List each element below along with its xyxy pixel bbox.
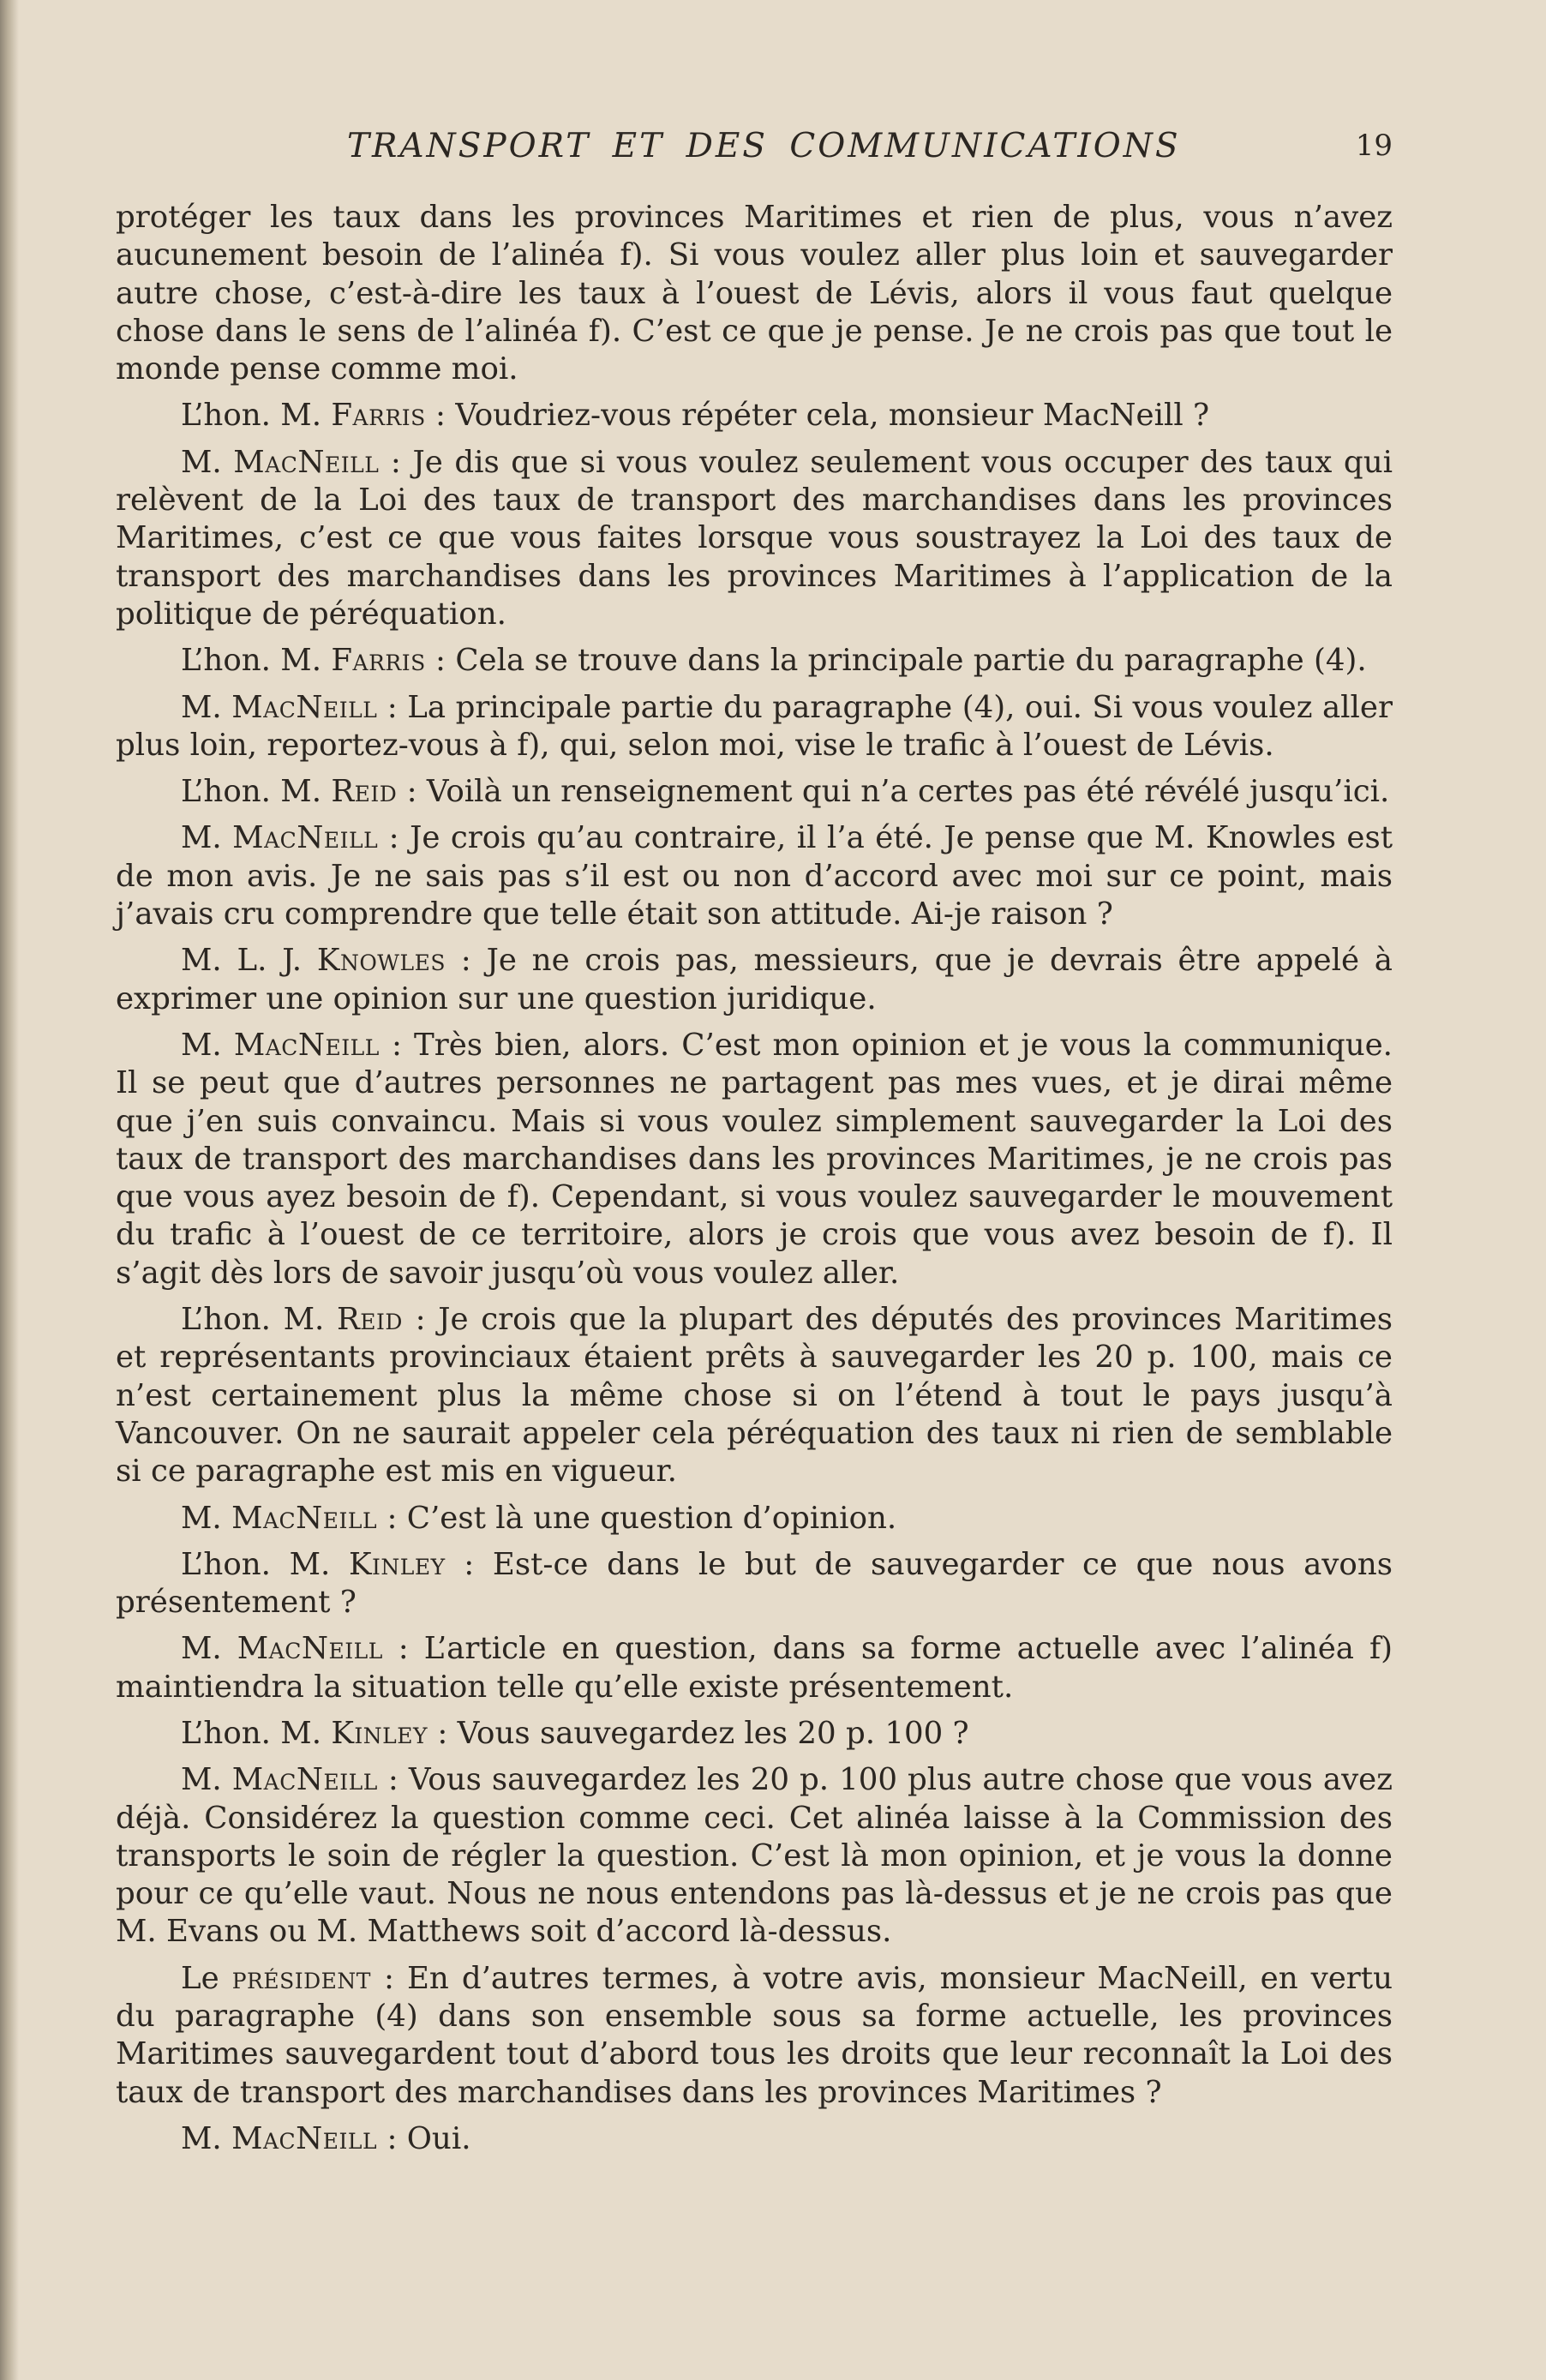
- speaker-name: MacNeill: [237, 1631, 383, 1667]
- speaker-separator: :: [402, 1302, 439, 1338]
- speech-paragraph: [116, 689, 1393, 765]
- speaker-name: Farris: [331, 643, 426, 679]
- paragraph-text: Vous sauvegardez les 20 p. 100 plus autre chose que vous avez déjà. Considérez la question comme ceci. Cet alinéa laisse à la Commission des transports le soin de régler la question. C’est là mon opinion, et je vous la donne pour ce qu’elle vaut. Nous ne nous entendons pas là-dessus et je ne crois pas que M. Evans ou M. Matthews soit d’accord là-dessus.: [116, 1762, 1393, 1950]
- speaker-prefix: L’hon. M.: [181, 1546, 349, 1582]
- speaker-separator: :: [425, 643, 456, 679]
- speaker-prefix: Le: [181, 1960, 232, 1996]
- speaker-prefix: M.: [181, 1762, 232, 1798]
- paragraph-text: Est-ce dans le but de sauvegarder ce que nous avons présentement ?: [116, 1546, 1393, 1621]
- speech-paragraph: [116, 1761, 1393, 1951]
- speech-paragraph: [116, 1027, 1393, 1292]
- speaker-name: MacNeill: [232, 820, 379, 856]
- speaker-name: MacNeill: [231, 1762, 378, 1798]
- paragraph-text: Cela se trouve dans la principale partie du paragraphe (4).: [455, 643, 1367, 679]
- speech-paragraph: [116, 642, 1393, 680]
- paragraph-text: Vous sauvegardez les 20 p. 100 ?: [457, 1715, 969, 1751]
- speaker-separator: :: [377, 1500, 407, 1536]
- speaker-name: Reid: [331, 774, 398, 810]
- speaker-prefix: L’hon. M.: [181, 1715, 332, 1751]
- speaker-name: MacNeill: [231, 1500, 378, 1536]
- speaker-prefix: M.: [181, 2120, 232, 2156]
- speaker-name: MacNeill: [231, 2120, 378, 2156]
- paragraph-text: Oui.: [406, 2120, 471, 2156]
- running-title: TRANSPORT ET DES COMMUNICATIONS: [347, 127, 1181, 165]
- speaker-separator: :: [397, 774, 427, 810]
- speaker-name: président: [231, 1960, 371, 1996]
- speaker-separator: :: [428, 1715, 458, 1751]
- speaker-name: MacNeill: [233, 444, 380, 480]
- paragraph-text: Je crois que la plupart des députés des provinces Maritimes et représentants provinciaux étaient prêts à sauvegarder les 20 p. 100, mais ce n’est certainement plus la même chose si on l’étend à tout le pays jusqu’à Vancouver. On ne saurait appeler cela péréquation des taux ni rien de semblable si ce paragraphe est mis en vigueur.: [116, 1302, 1393, 1490]
- paragraph-text: Je ne crois pas, messieurs, que je devrais être appelé à exprimer une opinion sur une question juridique.: [116, 943, 1393, 1016]
- speech-paragraph: [116, 1301, 1393, 1490]
- paragraph-text: L’article en question, dans sa forme actuelle avec l’alinéa f) maintiendra la situation telle qu’elle existe présentement.: [116, 1631, 1393, 1705]
- speaker-name: Farris: [331, 398, 426, 434]
- speaker-name: Kinley: [348, 1546, 446, 1582]
- speaker-name: Knowles: [316, 943, 446, 979]
- speech-paragraph: [116, 942, 1393, 1018]
- speaker-prefix: M. L. J.: [181, 943, 317, 979]
- speaker-separator: :: [445, 1546, 493, 1582]
- speaker-separator: :: [370, 1960, 407, 1996]
- paragraph-text: Voilà un renseignement qui n’a certes pas été révélé jusqu’ici.: [426, 774, 1390, 810]
- paragraph-continuation: [116, 199, 1393, 388]
- speech-paragraph: [116, 1630, 1393, 1706]
- speaker-prefix: M.: [181, 444, 234, 480]
- speaker-name: Reid: [337, 1302, 403, 1338]
- page-header: [116, 127, 1393, 178]
- speaker-separator: :: [378, 820, 410, 856]
- speaker-separator: :: [379, 1027, 415, 1063]
- paragraph-text: En d’autres termes, à votre avis, monsieur MacNeill, en vertu du paragraphe (4) dans son ensemble sous sa forme actuelle, les provinces Maritimes sauvegardent tout d’abord tous les droits que leur reconnaît la Loi des taux de transport des marchandises dans les provinces Maritimes ?: [116, 1960, 1393, 2110]
- speaker-prefix: L’hon. M.: [181, 1302, 337, 1338]
- speaker-name: MacNeill: [233, 1027, 380, 1063]
- speech-paragraph: [116, 2120, 1393, 2158]
- speaker-prefix: M.: [181, 1500, 232, 1536]
- speech-paragraph: [116, 1715, 1393, 1753]
- paragraph-text: Je crois qu’au contraire, il l’a été. Je pense que M. Knowles est de mon avis. Je ne sais pas s’il est ou non d’accord avec moi sur ce point, mais j’avais cru comprendre que telle était son attitude. Ai-je raison ?: [116, 820, 1393, 932]
- speech-paragraph: [116, 1960, 1393, 2112]
- paragraph-text: Très bien, alors. C’est mon opinion et je vous la communique. Il se peut que d’autres personnes ne partagent pas mes vues, et je dirai même que j’en suis convaincu. Mais si vous voulez simplement sauvegarder la Loi des taux de transport des marchandises dans les provinces Maritimes, je ne crois pas que vous ayez besoin de f). Cependant, si vous voulez sauvegarder le mouvement du trafic à l’ouest de ce territoire, alors je crois que vous avez besoin de f). Il s’agit dès lors de savoir jusqu’où vous voulez aller.: [116, 1027, 1393, 1291]
- paragraph-text: Je dis que si vous voulez seulement vous occuper des taux qui relèvent de la Loi des taux de transport des marchandises dans les provinces Maritimes, c’est ce que vous faites lorsque vous soustrayez la Loi des taux de transport des marchandises dans les provinces Maritimes à l’application de la politique de péréquation.: [116, 444, 1393, 632]
- speaker-prefix: L’hon. M.: [181, 774, 332, 810]
- speaker-separator: :: [445, 943, 487, 979]
- speaker-separator: :: [377, 689, 408, 725]
- speaker-prefix: M.: [181, 689, 232, 725]
- speaker-separator: :: [425, 398, 456, 434]
- speech-paragraph: [116, 819, 1393, 933]
- speaker-name: MacNeill: [231, 689, 378, 725]
- speaker-name: Kinley: [331, 1715, 428, 1751]
- speech-paragraph: [116, 444, 1393, 633]
- speaker-prefix: M.: [181, 820, 233, 856]
- paragraph-text: protéger les taux dans les provinces Maritimes et rien de plus, vous n’avez aucunement besoin de l’alinéa f). Si vous voulez aller plus loin et sauvegarder autre chose, c’est-à-dire les taux à l’ouest de Lévis, alors il vous faut quelque chose dans le sens de l’alinéa f). C’est ce que je pense. Je ne crois pas que tout le monde pense comme moi.: [116, 200, 1393, 387]
- speech-paragraph: [116, 397, 1393, 435]
- page-number: 19: [1355, 129, 1393, 163]
- speech-paragraph: [116, 1500, 1393, 1538]
- speaker-separator: :: [377, 1762, 409, 1798]
- speaker-separator: :: [377, 2120, 407, 2156]
- paragraph-text: C’est là une question d’opinion.: [406, 1500, 897, 1536]
- document-body: [116, 199, 1393, 2167]
- speaker-prefix: L’hon. M.: [181, 398, 332, 434]
- speech-paragraph: [116, 1546, 1393, 1622]
- speaker-prefix: L’hon. M.: [181, 643, 332, 679]
- speaker-separator: :: [382, 1631, 424, 1667]
- paragraph-text: Voudriez-vous répéter cela, monsieur MacNeill ?: [455, 398, 1210, 434]
- paragraph-text: La principale partie du paragraphe (4), oui. Si vous voulez aller plus loin, reportez-vous à f), qui, selon moi, vise le trafic à l’ouest de Lévis.: [116, 689, 1393, 763]
- speech-paragraph: [116, 773, 1393, 811]
- speaker-prefix: M.: [181, 1631, 237, 1667]
- speaker-prefix: M.: [181, 1027, 234, 1063]
- speaker-separator: :: [379, 444, 413, 480]
- page-edge: [0, 0, 19, 2380]
